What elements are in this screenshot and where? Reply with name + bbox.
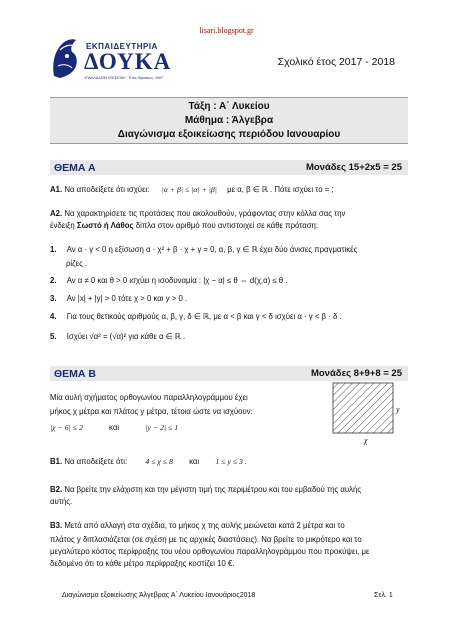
b3-text2: πλάτος y διπλασιάζεται (σε σχέση με τις αρχικές διαστάσεις). Να βρείτε το μικρότερο και το [50,535,362,544]
subject-line: Μάθημα : Άλγεβρα [184,115,274,126]
theme-b-points: Μονάδες 8+9+8 = 25 [310,368,402,379]
footer-left: Διαγώνισμα εξοικείωσης Άλγεβρας Α΄ Λυκείου Ιανουάριος2018 [62,592,256,599]
a1-text: Να αποδείξετε ότι ισχύει: [64,185,150,194]
logo-tagline: «ΠΑΛΛΑΔΙΟΝ ΛΥΚΕΙΟΝ» · Έτος Ιδρύσεως: 1907 [84,76,163,80]
theme-b-conditions [50,422,350,433]
statement-1-line2 [66,258,266,269]
a2-text2-bold: Σωστό ή Λάθος [76,221,134,230]
b1-label: Β1. [50,457,63,466]
statement-text: Αν α ≠ 0 και θ > 0 ισχύει η ισοδυναμία : |χ − α| ≤ θ ⇔ d(χ,α) ≤ θ . [66,276,288,285]
b3-text4: δεδομένο ότι το κάθε μέτρο περίφραξης κοστίζει 10 €. [50,559,235,568]
figure-label-x: χ [364,436,368,445]
a1-tail: με α, β ∈ ℝ . Πότε ισχύει το = ; [227,185,334,194]
b3-text3: μεγαλύτερο κόστος περίφραξης του νέου ορθογωνίου παραλληλογράμμου που προκύψει, με [50,547,370,556]
logo-name-text: ΔΟΥΚΑ [84,49,172,74]
logo-org-text: ΕΚΠΑΙΔΕΥΤΗΡΙΑ [86,42,158,51]
statement-text: Για τους θετικούς αριθμούς α, β, γ, δ ∈ ℝ, με α < β και γ < δ ισχύει α · γ < β · δ . [66,312,342,321]
statement-number: 3. [50,294,57,303]
question-a1 [50,184,420,195]
b1-formula-2: 1 ≤ y ≤ 3 . [215,457,247,466]
question-b3 [50,520,420,531]
question-a2-line2 [50,220,420,231]
b1-and: και [189,457,200,466]
figure-label-y: y [396,405,400,414]
theme-b-header [50,366,408,381]
a1-formula: |α + β| ≤ |α| + |β| [161,185,217,194]
condition-and: και [109,423,120,432]
question-b2 [50,484,420,495]
b2-text1: Να βρείτε την ελάχιστη και την μέγιστη τιμή της περιμέτρου και του εμβαδού της αυλής [64,485,362,494]
statement-text: Αν α · γ < 0 η εξίσωση α · χ² + β · χ + γ = 0, α, β, γ ∈ ℝ έχει δύο άνισες πραγματικές [66,245,358,254]
statement-text: Αν |x| + |y| > 0 τότε χ > 0 και y > 0 . [66,294,188,303]
theme-a-title: ΘΕΜΑ Α [54,162,96,174]
a2-text2-pre: ένδειξη [50,221,75,230]
statement-5 [50,331,430,342]
school-year: Σχολικό έτος 2017 - 2018 [277,56,395,68]
school-logo [48,36,172,86]
statement-text: Ισχύει √α² = (√α)² για κάθε α ∈ ℝ . [66,332,186,341]
b1-formula-1: 4 ≤ χ ≤ 8 [145,457,173,466]
question-b1 [50,456,410,467]
statement-number: 2. [50,276,57,285]
exam-line: Διαγώνισμα εξοικείωσης περιόδου Ιανουαρίου [117,129,341,140]
theme-b-title: ΘΕΜΑ Β [54,368,96,380]
statement-number: 5. [50,332,57,341]
theme-b-intro-1: Μία αυλή σχήματος ορθογωνίου παραλληλογράμμου έχει [50,393,248,402]
a1-label: Α1. [50,185,63,194]
exam-header [50,97,408,144]
statement-text-cont: ρίζες . [66,259,88,268]
condition-2: |y − 2| ≤ 1 [145,423,179,432]
b2-label: Β2. [50,485,63,494]
statement-3 [50,293,430,304]
statement-number: 4. [50,312,57,321]
statement-2 [50,275,430,286]
b3-text1: Μετά από αλλαγή στα σχέδια, το μήκος χ της αυλής μειώνεται κατά 2 μέτρα και το [64,521,345,530]
a2-text2-post: δίπλα στον αριθμό που αντιστοιχεί σε κάθε πρόταση: [135,221,319,230]
condition-1: |χ − 6| ≤ 2 [50,423,83,432]
page-number: Σελ. 1 [374,592,393,599]
theme-a-points: Μονάδες 15+2x5 = 25 [305,162,402,173]
statement-number: 1. [50,245,57,254]
a2-label: Α2. [50,209,63,218]
site-label[interactable]: lisari.blogspot.gr [199,26,254,35]
question-a2 [50,208,420,219]
b3-label: Β3. [50,521,63,530]
b1-text: Να αποδείξετε ότι: [64,457,128,466]
theme-a-header [50,160,408,175]
theme-b-intro-2: μήκος χ μέτρα και πλάτος y μέτρα, τέτοια ώστε να ισχύουν: [50,407,253,416]
athena-emblem-icon [48,36,82,80]
statement-1 [50,244,430,255]
class-line: Τάξη : Α΄ Λυκείου [188,101,270,112]
a2-text1: Να χαρακτηρίσετε τις προτάσεις που ακολουθούν, γράφοντας στην κόλλα σας την [64,209,346,218]
b2-text2: αυτής. [50,497,73,506]
statement-4 [50,311,430,322]
